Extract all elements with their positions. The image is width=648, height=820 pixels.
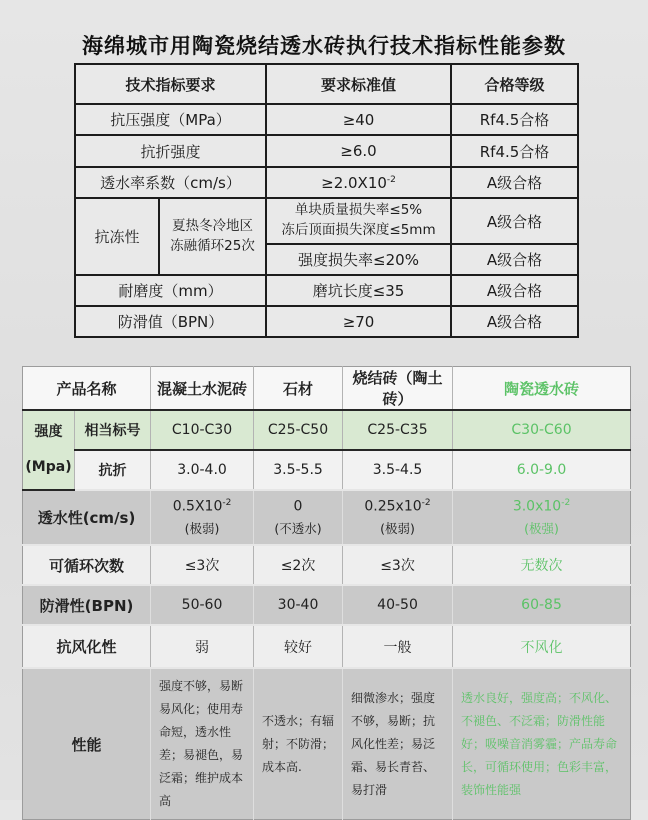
spec-header-row xyxy=(75,64,578,104)
spec-grade: A级合格 xyxy=(451,306,578,337)
performance-row-label: 性能 xyxy=(23,668,151,820)
value-superscript: -2 xyxy=(222,498,232,509)
antislip-ceramic: 60-85 xyxy=(453,585,631,625)
cycle-row xyxy=(23,545,631,585)
flexural-ceramic: 6.0-9.0 xyxy=(453,450,631,490)
product-concrete: 混凝土水泥砖 xyxy=(151,367,254,411)
permeability-row-label: 透水性(cm/s) xyxy=(23,490,151,545)
spec-row-abrasion xyxy=(75,275,578,306)
spec-label: 透水率系数（cm/s） xyxy=(75,167,266,198)
frost-value-2: 强度损失率≤20% xyxy=(266,244,451,275)
spec-value: ≥70 xyxy=(266,306,451,337)
flexural-sintered: 3.5-4.5 xyxy=(343,450,453,490)
value-base: ≥2.0X10 xyxy=(321,173,387,192)
spec-value: ≥6.0 xyxy=(266,135,451,167)
flexural-row-label: 抗折 xyxy=(75,450,151,490)
cycle-row-label: 可循环次数 xyxy=(23,545,151,585)
antislip-stone: 30-40 xyxy=(254,585,343,625)
spec-value xyxy=(266,167,451,198)
performance-concrete: 强度不够，易断易风化；使用寿命短，透水性差；易褪色，易泛霜；维护成本高 xyxy=(151,668,254,820)
value-base: 3.0x10 xyxy=(512,498,562,515)
permeability-sintered xyxy=(343,490,453,545)
cycle-ceramic: 无数次 xyxy=(453,545,631,585)
product-sintered: 烧结砖（陶土砖） xyxy=(343,367,453,411)
permeability-concrete xyxy=(151,490,254,545)
antislip-sintered: 40-50 xyxy=(343,585,453,625)
permeability-stone xyxy=(254,490,343,545)
permeability-value xyxy=(153,498,251,515)
permeability-value xyxy=(455,498,628,515)
permeability-note: (极弱) xyxy=(184,520,220,536)
strength-group-label xyxy=(23,410,75,490)
strength-label-line1: 强度 xyxy=(34,424,63,440)
spec-grade: Rf4.5合格 xyxy=(451,104,578,135)
value-superscript: -2 xyxy=(561,498,571,509)
cycle-sintered: ≤3次 xyxy=(343,545,453,585)
spec-grade: A级合格 xyxy=(451,167,578,198)
product-stone: 石材 xyxy=(254,367,343,411)
frost-value-line2: 冻后顶面损失深度≤5mm xyxy=(281,222,436,238)
cycle-stone: ≤2次 xyxy=(254,545,343,585)
permeability-value xyxy=(256,498,340,515)
permeability-note: (极弱) xyxy=(380,520,415,536)
grade-sintered: C25-C35 xyxy=(343,410,453,450)
permeability-row xyxy=(23,490,631,545)
frost-value-line1: 单块质量损失率≤5% xyxy=(294,202,423,219)
spec-row-flexural xyxy=(75,135,578,167)
spec-label: 防滑值（BPN） xyxy=(75,306,266,337)
product-name-header: 产品名称 xyxy=(23,367,151,411)
value-base: 0 xyxy=(293,498,303,515)
flexural-row xyxy=(23,450,631,490)
grade-row xyxy=(23,410,631,450)
page-title: 海绵城市用陶瓷烧结透水砖执行技术指标性能参数 xyxy=(82,34,566,58)
strength-label-line2: (Mpa) xyxy=(25,459,72,475)
antislip-concrete: 50-60 xyxy=(151,585,254,625)
frost-condition-line1: 夏热冬冷地区 xyxy=(172,217,253,234)
frost-label: 抗冻性 xyxy=(75,198,159,275)
weathering-ceramic: 不风化 xyxy=(453,625,631,668)
spec-grade: A级合格 xyxy=(451,275,578,306)
value-superscript: -2 xyxy=(421,498,431,509)
grade-ceramic: C30-C60 xyxy=(453,410,631,450)
permeability-value xyxy=(345,498,450,515)
grade-row-label: 相当标号 xyxy=(75,410,151,450)
product-ceramic: 陶瓷透水砖 xyxy=(453,367,631,411)
spec-table xyxy=(74,63,579,338)
antislip-row xyxy=(23,585,631,625)
cycle-concrete: ≤3次 xyxy=(151,545,254,585)
spec-header-standard: 要求标准值 xyxy=(266,64,451,104)
spec-header-requirement: 技术指标要求 xyxy=(75,64,266,104)
performance-row xyxy=(23,668,631,820)
permeability-note: (极强) xyxy=(524,520,559,536)
spec-row-antislip xyxy=(75,306,578,337)
permeability-note: (不透水) xyxy=(274,520,322,536)
flexural-stone: 3.5-5.5 xyxy=(254,450,343,490)
spec-row-frost-1 xyxy=(75,198,578,244)
spec-label: 耐磨度（mm） xyxy=(75,275,266,306)
antislip-row-label: 防滑性(BPN) xyxy=(23,585,151,625)
performance-sintered: 细微渗水；强度不够，易断；抗风化性差；易泛霜、易长青苔、易打滑 xyxy=(343,668,453,820)
frost-value-1 xyxy=(266,198,451,244)
comparison-header-row xyxy=(23,367,631,411)
performance-stone: 不透水；有辐射；不防滑；成本高. xyxy=(254,668,343,820)
spec-label: 抗折强度 xyxy=(75,135,266,167)
spec-grade: Rf4.5合格 xyxy=(451,135,578,167)
permeability-ceramic xyxy=(453,490,631,545)
value-base: 0.5X10 xyxy=(172,498,223,515)
spec-grade: A级合格 xyxy=(451,244,578,275)
value-superscript: -2 xyxy=(386,174,396,185)
weathering-row xyxy=(23,625,631,668)
grade-stone: C25-C50 xyxy=(254,410,343,450)
weathering-concrete: 弱 xyxy=(151,625,254,668)
frost-condition xyxy=(159,198,266,275)
spec-label: 抗压强度（MPa） xyxy=(75,104,266,135)
spec-value: ≥40 xyxy=(266,104,451,135)
flexural-concrete: 3.0-4.0 xyxy=(151,450,254,490)
spec-row-compressive xyxy=(75,104,578,135)
frost-condition-line2: 冻融循环25次 xyxy=(170,237,255,254)
weathering-sintered: 一般 xyxy=(343,625,453,668)
spec-row-permeability xyxy=(75,167,578,198)
comparison-table xyxy=(22,366,631,820)
spec-value: 磨坑长度≤35 xyxy=(266,275,451,306)
value-base: 0.25x10 xyxy=(364,498,422,515)
performance-ceramic: 透水良好，强度高；不风化、不褪色、不泛霜；防滑性能好；吸噪音消雾霾；产品寿命长，可循环使用；色彩丰富，装饰性能强 xyxy=(453,668,631,820)
spec-header-grade: 合格等级 xyxy=(451,64,578,104)
spec-grade: A级合格 xyxy=(451,198,578,244)
weathering-stone: 较好 xyxy=(254,625,343,668)
grade-concrete: C10-C30 xyxy=(151,410,254,450)
weathering-row-label: 抗风化性 xyxy=(23,625,151,668)
